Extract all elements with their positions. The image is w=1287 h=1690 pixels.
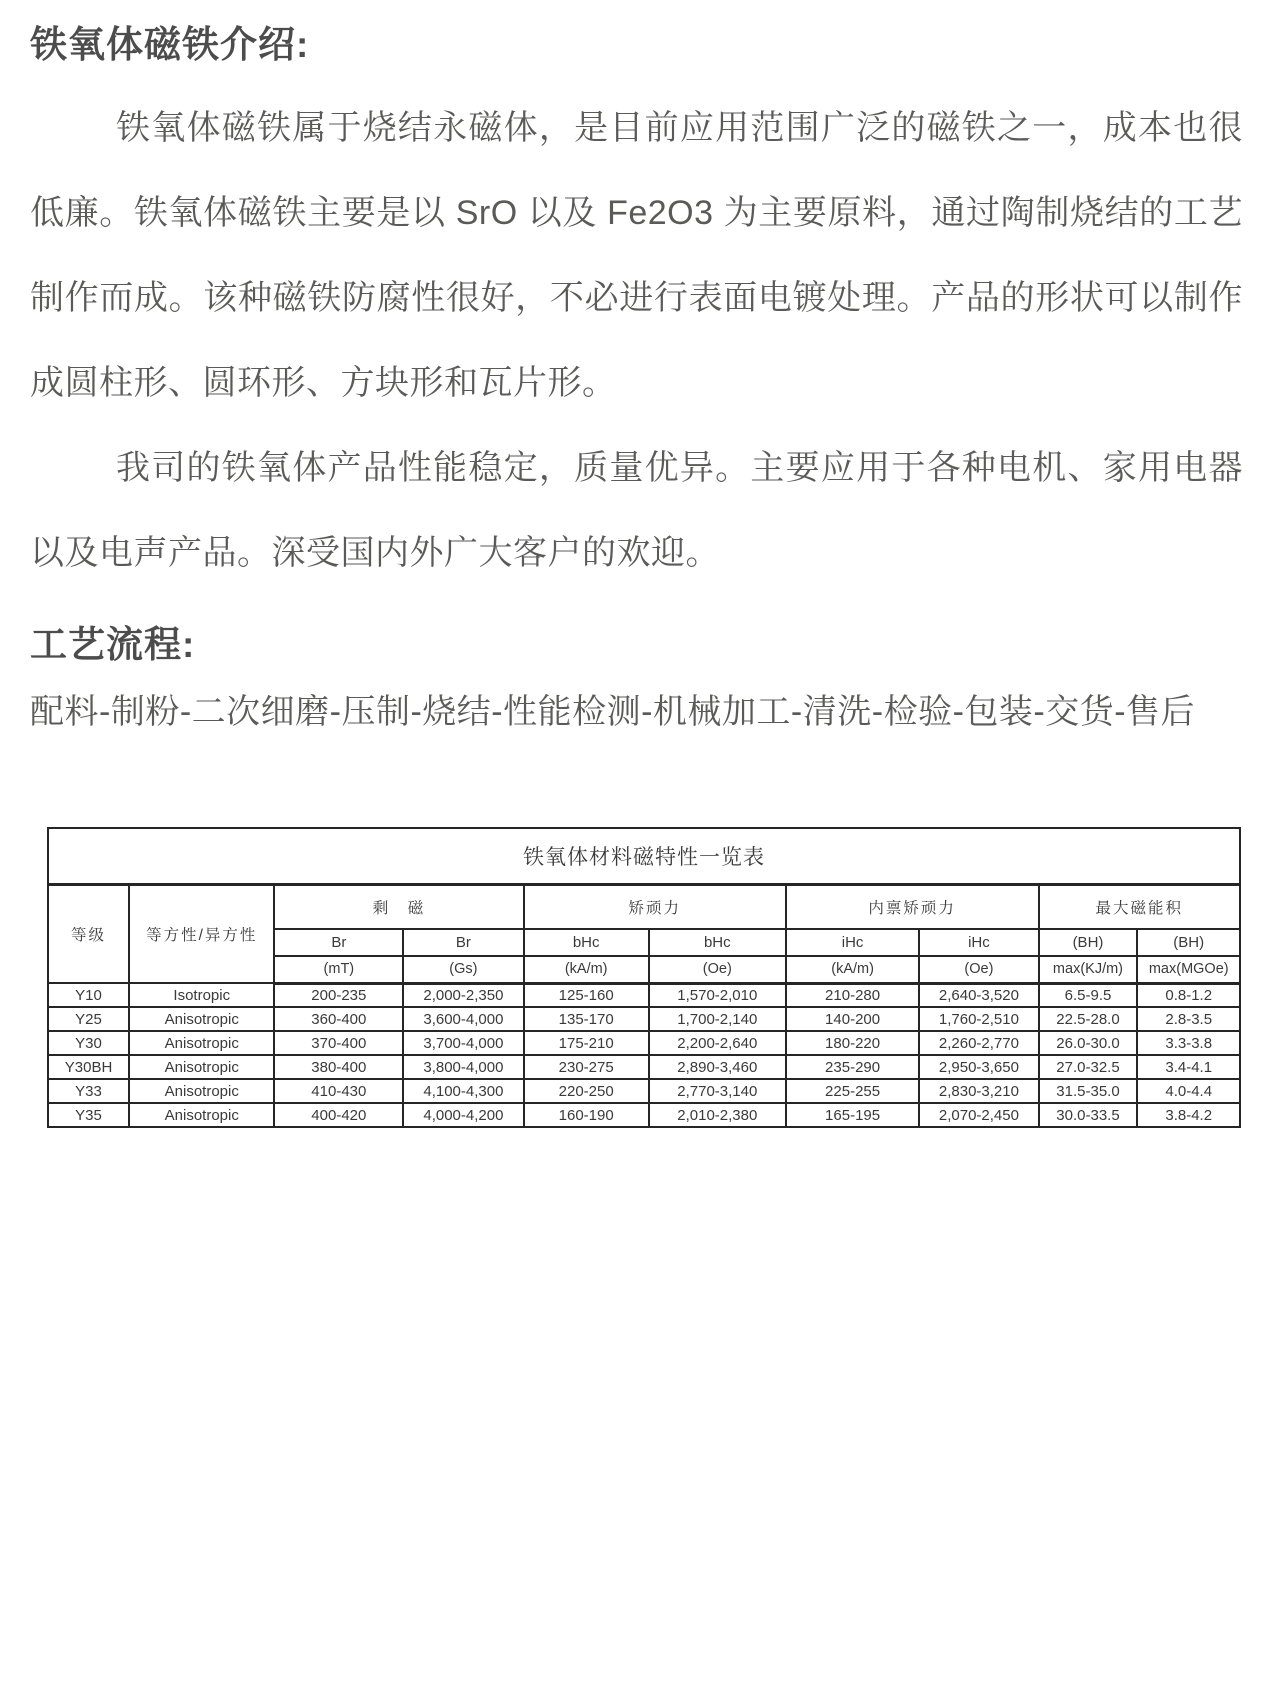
intro-paragraph-2: 我司的铁氧体产品性能稳定，质量优异。主要应用于各种电机、家用电器以及电声产品。深受国内外广大客户的欢迎。 xyxy=(30,449,1243,572)
table-cell: Anisotropic xyxy=(129,1055,274,1079)
table-cell: 230-275 xyxy=(524,1055,649,1079)
col-header-bh-mgoe: (BH) xyxy=(1137,929,1240,956)
table-cell: 2,010-2,380 xyxy=(649,1103,786,1127)
table-cell: 2,950-3,650 xyxy=(919,1055,1038,1079)
table-cell: 200-235 xyxy=(274,983,403,1007)
ferrite-spec-table xyxy=(47,827,1241,1128)
table-cell: 3.8-4.2 xyxy=(1137,1103,1240,1127)
unit-br-mt: (mT) xyxy=(274,956,403,983)
table-row xyxy=(48,1103,1240,1127)
table-cell: 30.0-33.5 xyxy=(1039,1103,1138,1127)
table-row xyxy=(48,1031,1240,1055)
table-body xyxy=(48,983,1240,1127)
col-group-intrinsic-coercivity: 内禀矫顽力 xyxy=(786,884,1039,929)
col-group-coercivity: 矫顽力 xyxy=(524,884,786,929)
table-row xyxy=(48,983,1240,1007)
unit-ihc-kam: (kA/m) xyxy=(786,956,920,983)
table-cell: 370-400 xyxy=(274,1031,403,1055)
table-row xyxy=(48,1055,1240,1079)
table-cell: 360-400 xyxy=(274,1007,403,1031)
unit-bhc-kam: (kA/m) xyxy=(524,956,649,983)
col-header-ihc-oe: iHc xyxy=(919,929,1038,956)
unit-br-gs: (Gs) xyxy=(403,956,523,983)
col-header-ihc-kam: iHc xyxy=(786,929,920,956)
table-cell: 4,000-4,200 xyxy=(403,1103,523,1127)
table-cell: 400-420 xyxy=(274,1103,403,1127)
table-cell: 31.5-35.0 xyxy=(1039,1079,1138,1103)
col-header-br-mt: Br xyxy=(274,929,403,956)
table-cell: 3,800-4,000 xyxy=(403,1055,523,1079)
table-group-header-row xyxy=(48,884,1240,929)
table-cell: Y30BH xyxy=(48,1055,129,1079)
table-cell: 3.3-3.8 xyxy=(1137,1031,1240,1055)
table-row xyxy=(48,1079,1240,1103)
table-cell: 26.0-30.0 xyxy=(1039,1031,1138,1055)
table-cell: 2,000-2,350 xyxy=(403,983,523,1007)
table-cell: 4.0-4.4 xyxy=(1137,1079,1240,1103)
table-cell: 2,770-3,140 xyxy=(649,1079,786,1103)
table-cell: 2,890-3,460 xyxy=(649,1055,786,1079)
unit-ihc-oe: (Oe) xyxy=(919,956,1038,983)
table-cell: 0.8-1.2 xyxy=(1137,983,1240,1007)
col-header-bhc-kam: bHc xyxy=(524,929,649,956)
table-cell: 2.8-3.5 xyxy=(1137,1007,1240,1031)
table-cell: 125-160 xyxy=(524,983,649,1007)
table-cell: 220-250 xyxy=(524,1079,649,1103)
table-cell: 1,570-2,010 xyxy=(649,983,786,1007)
col-header-bhc-oe: bHc xyxy=(649,929,786,956)
table-cell: Anisotropic xyxy=(129,1031,274,1055)
table-cell: 410-430 xyxy=(274,1079,403,1103)
col-header-bh-kjm: (BH) xyxy=(1039,929,1138,956)
table-cell: 2,200-2,640 xyxy=(649,1031,786,1055)
table-cell: 3,700-4,000 xyxy=(403,1031,523,1055)
intro-heading: 铁氧体磁铁介绍: xyxy=(30,24,310,65)
table-cell: 140-200 xyxy=(786,1007,920,1031)
table-cell: 210-280 xyxy=(786,983,920,1007)
col-header-br-gs: Br xyxy=(403,929,523,956)
unit-bh-kjm: max(KJ/m) xyxy=(1039,956,1138,983)
table-cell: 4,100-4,300 xyxy=(403,1079,523,1103)
col-header-isotropy: 等方性/异方性 xyxy=(129,884,274,983)
table-cell: 165-195 xyxy=(786,1103,920,1127)
table-cell: Y30 xyxy=(48,1031,129,1055)
table-cell: Isotropic xyxy=(129,983,274,1007)
process-heading: 工艺流程: xyxy=(30,624,196,665)
unit-bhc-oe: (Oe) xyxy=(649,956,786,983)
table-cell: 2,260-2,770 xyxy=(919,1031,1038,1055)
table-cell: Anisotropic xyxy=(129,1079,274,1103)
table-cell: 175-210 xyxy=(524,1031,649,1055)
table-cell: Y10 xyxy=(48,983,129,1007)
table-cell: 3,600-4,000 xyxy=(403,1007,523,1031)
table-cell: 22.5-28.0 xyxy=(1039,1007,1138,1031)
table-cell: 2,070-2,450 xyxy=(919,1103,1038,1127)
table-cell: 3.4-4.1 xyxy=(1137,1055,1240,1079)
table-cell: 1,700-2,140 xyxy=(649,1007,786,1031)
col-header-grade: 等级 xyxy=(48,884,129,983)
table-cell: 160-190 xyxy=(524,1103,649,1127)
table-cell: 27.0-32.5 xyxy=(1039,1055,1138,1079)
table-cell: 135-170 xyxy=(524,1007,649,1031)
col-group-max-energy-product: 最大磁能积 xyxy=(1039,884,1240,929)
table-cell: Anisotropic xyxy=(129,1007,274,1031)
intro-paragraph-1: 铁氧体磁铁属于烧结永磁体，是目前应用范围广泛的磁铁之一，成本也很低廉。铁氧体磁铁主要是以 SrO 以及 Fe2O3 为主要原料，通过陶制烧结的工艺制作而成。该种磁铁防腐性很好，不必进行表面电镀处理。产品的形状可以制作成圆柱形、圆环形、方块形和瓦片形。 xyxy=(30,109,1243,402)
unit-bh-mgoe: max(MGOe) xyxy=(1137,956,1240,983)
table-cell: Y25 xyxy=(48,1007,129,1031)
table-cell: 2,640-3,520 xyxy=(919,983,1038,1007)
table-cell: 225-255 xyxy=(786,1079,920,1103)
table-title-row xyxy=(48,828,1240,884)
table-cell: 380-400 xyxy=(274,1055,403,1079)
table-cell: 1,760-2,510 xyxy=(919,1007,1038,1031)
process-flow-text: 配料-制粉-二次细磨-压制-烧结-性能检测-机械加工-清洗-检验-包装-交货-售后 xyxy=(30,693,1196,731)
table-row xyxy=(48,1007,1240,1031)
table-cell: 6.5-9.5 xyxy=(1039,983,1138,1007)
col-group-remanence: 剩 磁 xyxy=(274,884,523,929)
table-title: 铁氧体材料磁特性一览表 xyxy=(48,828,1240,884)
table-cell: 180-220 xyxy=(786,1031,920,1055)
table-cell: Y35 xyxy=(48,1103,129,1127)
table-cell: Anisotropic xyxy=(129,1103,274,1127)
table-cell: 235-290 xyxy=(786,1055,920,1079)
table-cell: Y33 xyxy=(48,1079,129,1103)
table-cell: 2,830-3,210 xyxy=(919,1079,1038,1103)
